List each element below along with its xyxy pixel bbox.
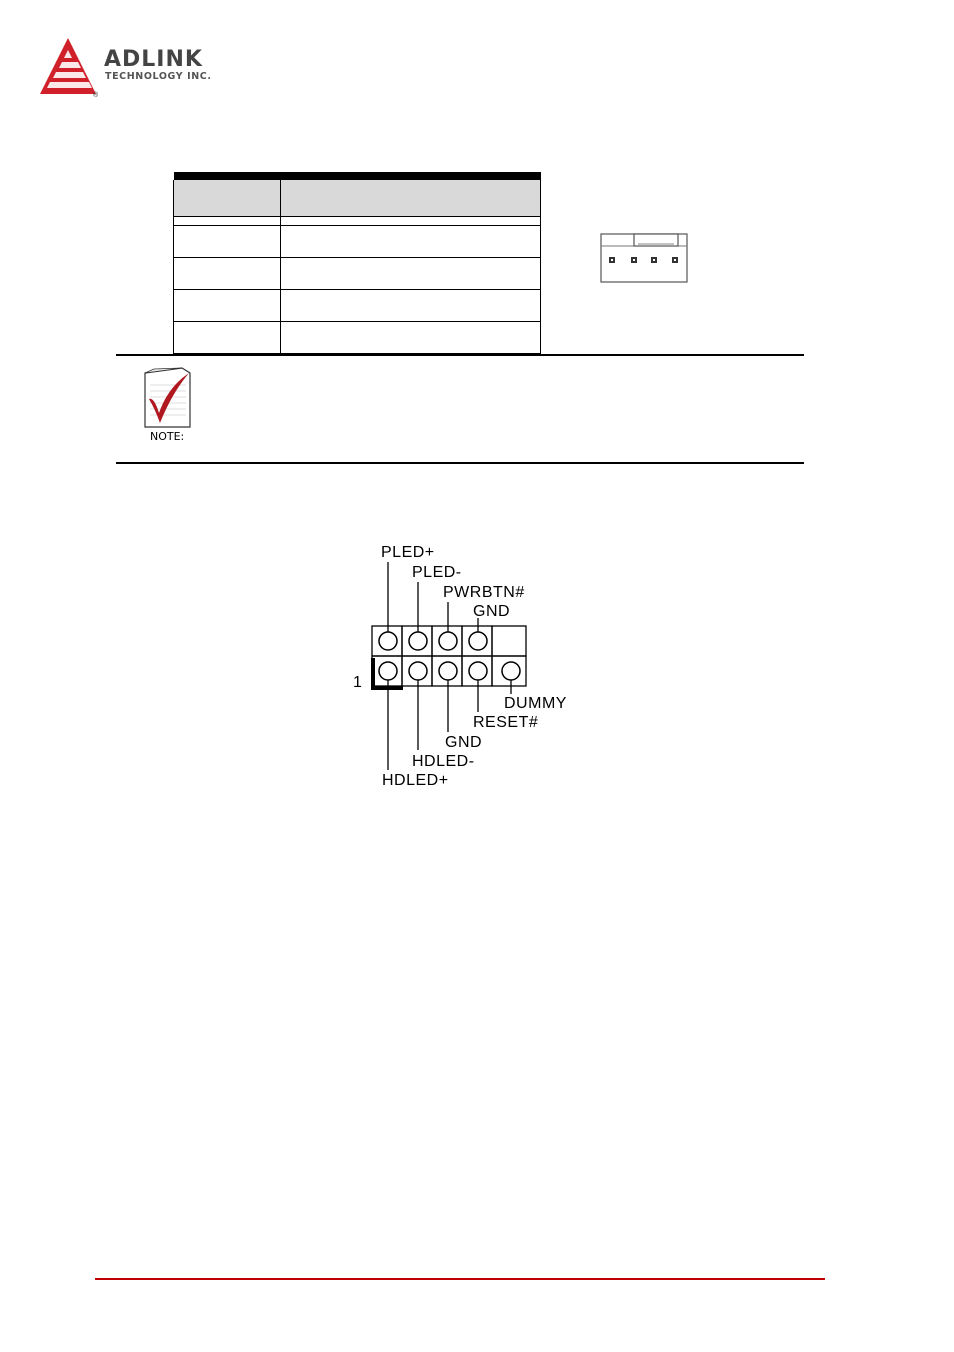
brand-subtitle: TECHNOLOGY INC. xyxy=(105,71,212,82)
table-cell xyxy=(281,322,541,354)
label-hdled-plus: HDLED+ xyxy=(382,772,449,789)
header-pin xyxy=(409,662,427,680)
label-gnd-bottom: GND xyxy=(445,734,483,751)
footer-rule xyxy=(95,1278,825,1280)
header-pin xyxy=(502,662,520,680)
note-top-rule xyxy=(116,354,804,356)
header-pin-1 xyxy=(379,662,397,680)
label-pwrbtn: PWRBTN# xyxy=(443,584,525,601)
header-pin xyxy=(469,632,487,650)
note-label: NOTE: xyxy=(150,430,185,443)
logo-triangle-icon xyxy=(40,38,96,94)
label-reset: RESET# xyxy=(473,714,539,731)
header-pin xyxy=(409,632,427,650)
label-gnd-top: GND xyxy=(473,603,511,620)
label-pled-minus: PLED- xyxy=(412,564,462,581)
header-pin xyxy=(439,632,457,650)
table-cell xyxy=(281,258,541,290)
table-cell xyxy=(174,322,281,354)
table-row xyxy=(174,258,541,290)
table-header-row xyxy=(174,180,541,217)
header-pin xyxy=(379,632,397,650)
table-row xyxy=(174,290,541,322)
note-bottom-rule xyxy=(116,462,804,464)
pin-assignment-table xyxy=(173,172,541,354)
front-panel-header-diagram xyxy=(350,538,590,792)
brand-name: ADLINK xyxy=(104,47,203,72)
label-pled-plus: PLED+ xyxy=(381,544,435,561)
table-cell xyxy=(281,290,541,322)
table-top-rule xyxy=(174,172,541,180)
label-hdled-minus: HDLED- xyxy=(412,753,475,770)
table-cell xyxy=(174,290,281,322)
table-row xyxy=(174,322,541,354)
table-cell xyxy=(281,226,541,258)
checkmark-document-icon xyxy=(142,367,194,429)
table-cell xyxy=(174,258,281,290)
header-pin xyxy=(439,662,457,680)
pin1-label: 1 xyxy=(353,674,363,691)
header-cell-signal xyxy=(281,180,541,217)
table-row xyxy=(174,226,541,258)
label-dummy: DUMMY xyxy=(504,695,567,712)
registered-mark: ® xyxy=(93,92,99,98)
four-pin-connector-diagram xyxy=(600,233,690,285)
header-pin xyxy=(469,662,487,680)
header-cell-pin xyxy=(174,180,281,217)
table-cell xyxy=(174,226,281,258)
